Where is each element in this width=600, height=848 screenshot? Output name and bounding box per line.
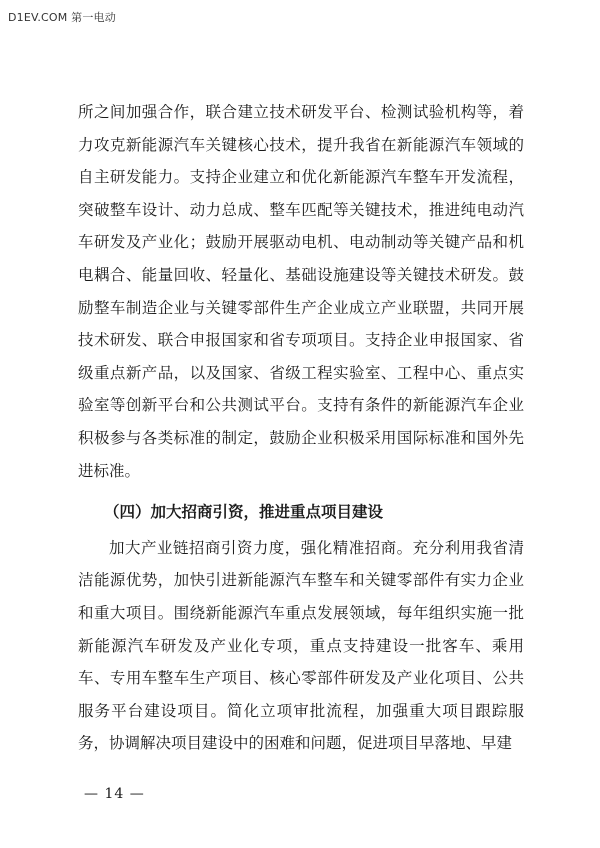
site-watermark: D1EV.COM 第一电动 bbox=[8, 11, 116, 24]
page-number: — 14 — bbox=[84, 786, 145, 802]
document-body bbox=[78, 96, 524, 760]
body-paragraph: 加大产业链招商引资力度，强化精准招商。充分利用我省清洁能源优势，加快引进新能源汽车整车和关键零部件有实力企业和重大项目。围绕新能源汽车重点发展领域，每年组织实施一批新能源汽车研发及产业化专项，重点支持建设一批客车、乘用车、专用车整车生产项目、核心零部件研发及产业化项目、公共服务平台建设项目。简化立项审批流程，加强重大项目跟踪服务，协调解决项目建设中的困难和问题，促进项目早落地、早建 bbox=[78, 538, 524, 753]
section-heading: （四）加大招商引资，推进重点项目建设 bbox=[104, 502, 384, 522]
body-paragraph: 所之间加强合作，联合建立技术研发平台、检测试验机构等，着力攻克新能源汽车关键核心技术，提升我省在新能源汽车领域的自主研发能力。支持企业建立和优化新能源汽车整车开发流程，突破整车设计、动力总成、整车匹配等关键技术，推进纯电动汽车研发及产业化；鼓励开展驱动电机、电动制动等关键产品和机电耦合、能量回收、轻量化、基础设施建设等关键技术研发。鼓励整车制造企业与关键零部件生产企业成立产业联盟，共同开展技术研发、联合申报国家和省专项项目。支持企业申报国家、省级重点新产品，以及国家、省级工程实验室、工程中心、重点实验室等创新平台和公共测试平台。支持有条件的新能源汽车企业积极参与各类标准的制定，鼓励企业积极采用国际标准和国外先进标准。 bbox=[78, 103, 524, 480]
